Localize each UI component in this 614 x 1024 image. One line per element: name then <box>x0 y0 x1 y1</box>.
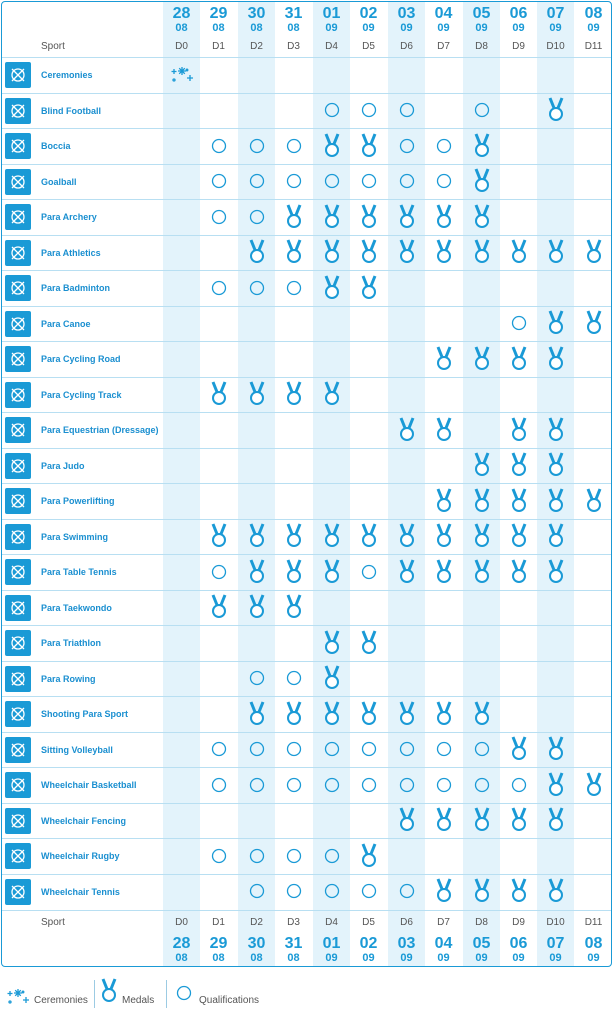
qualification-event-icon <box>388 128 425 163</box>
bottom-day-code-11: D11 <box>584 917 603 928</box>
medal-event-icon <box>425 341 462 376</box>
bottom-date-5 <box>350 936 387 964</box>
medal-event-icon <box>463 341 500 376</box>
date-month: 09 <box>512 952 525 964</box>
bottom-date-9 <box>500 936 537 964</box>
sport-pictogram-icon <box>5 808 31 834</box>
qualification-event-icon <box>200 199 237 234</box>
date-month: 09 <box>512 22 525 34</box>
medal-event-icon <box>313 519 350 554</box>
date-day: 29 <box>209 935 228 952</box>
qualification-event-icon <box>238 661 275 696</box>
medal-event-icon <box>350 270 387 305</box>
sport-pictogram-icon <box>5 417 31 443</box>
bottom-date-7 <box>425 936 462 964</box>
date-month: 09 <box>475 22 488 34</box>
qualification-event-icon <box>275 874 312 909</box>
qualification-event-icon <box>350 767 387 802</box>
sport-name: Wheelchair Fencing <box>41 815 127 826</box>
medal-event-icon <box>425 874 462 909</box>
medal-event-icon <box>500 483 537 518</box>
sport-name: Para Triathlon <box>41 638 102 648</box>
qualification-event-icon <box>463 767 500 802</box>
sport-name: Para Swimming <box>41 531 109 542</box>
top-day-code-2: D2 <box>250 41 263 52</box>
sport-pictogram-icon <box>5 275 31 301</box>
top-date-7 <box>425 6 462 34</box>
medal-event-icon <box>537 483 574 518</box>
top-date-11 <box>575 6 612 34</box>
qualification-event-icon <box>500 767 537 802</box>
medal-event-icon <box>425 696 462 731</box>
sport-name: Para Athletics <box>41 247 101 258</box>
sport-name: Wheelchair Tennis <box>41 886 120 897</box>
medal-event-icon <box>313 696 350 731</box>
date-day: 31 <box>284 935 303 952</box>
medal-event-icon <box>275 696 312 731</box>
sport-pictogram-icon <box>5 346 31 372</box>
medal-event-icon <box>313 270 350 305</box>
medal-event-icon <box>463 235 500 270</box>
sport-pictogram-icon <box>5 488 31 514</box>
sport-row <box>2 57 611 93</box>
medal-event-icon <box>275 519 312 554</box>
qualification-event-icon <box>275 732 312 767</box>
qualification-event-icon <box>350 732 387 767</box>
date-day: 08 <box>584 5 603 22</box>
sport-pictogram-icon <box>5 204 31 230</box>
sport-name: Blind Football <box>41 105 101 116</box>
medal-event-icon <box>463 128 500 163</box>
qualification-event-icon <box>350 164 387 199</box>
qualification-event-icon <box>463 732 500 767</box>
date-month: 08 <box>212 952 225 964</box>
sport-name: Para Cycling Road <box>41 354 121 364</box>
sport-name: Ceremonies <box>41 70 93 80</box>
sport-name: Shooting Para Sport <box>41 709 129 719</box>
qualification-event-icon <box>388 164 425 199</box>
qualification-event-icon <box>313 838 350 873</box>
sport-pictogram-icon <box>5 133 31 159</box>
date-day: 02 <box>359 935 378 952</box>
sport-name: Para Powerlifting <box>41 496 115 506</box>
sport-pictogram-icon <box>5 772 31 798</box>
medal-event-icon <box>238 590 275 625</box>
medal-event-icon <box>575 767 612 802</box>
sport-name: Para Archery <box>41 212 97 222</box>
sport-pictogram-icon <box>5 843 31 869</box>
sport-name: Boccia <box>41 141 71 151</box>
qualification-event-icon <box>275 767 312 802</box>
medal-event-icon <box>463 696 500 731</box>
top-day-code-5: D5 <box>362 41 375 52</box>
medal-event-icon <box>537 767 574 802</box>
medal-event-icon <box>238 554 275 589</box>
medal-event-icon <box>500 803 537 838</box>
date-day: 05 <box>472 5 491 22</box>
date-month: 09 <box>587 952 600 964</box>
medal-event-icon <box>500 412 537 447</box>
qualification-event-icon <box>463 93 500 128</box>
date-month: 09 <box>549 952 562 964</box>
top-date-1 <box>200 6 237 34</box>
sport-name: Para Rowing <box>41 673 96 684</box>
bottom-day-code-7: D7 <box>437 917 450 928</box>
medal-event-icon <box>350 625 387 660</box>
medal-event-icon <box>575 235 612 270</box>
qualification-event-icon <box>350 554 387 589</box>
date-month: 09 <box>475 952 488 964</box>
medal-event-icon <box>537 93 574 128</box>
medal-event-icon <box>463 554 500 589</box>
qualification-event-icon <box>238 732 275 767</box>
medal-event-icon <box>388 199 425 234</box>
medal-event-icon <box>463 164 500 199</box>
medal-event-icon <box>463 803 500 838</box>
qualification-event-icon <box>238 199 275 234</box>
date-day: 04 <box>434 935 453 952</box>
medal-event-icon <box>425 199 462 234</box>
date-month: 08 <box>287 22 300 34</box>
sport-name: Para Cycling Track <box>41 389 122 400</box>
qualification-event-icon <box>200 732 237 767</box>
date-day: 05 <box>472 935 491 952</box>
medal-event-icon <box>575 306 612 341</box>
qualification-event-icon <box>388 767 425 802</box>
qualification-event-icon <box>238 874 275 909</box>
qualification-event-icon <box>275 270 312 305</box>
footer-divider <box>2 910 611 912</box>
medal-event-icon <box>200 377 237 412</box>
sport-pictogram-icon <box>5 630 31 656</box>
qualification-event-icon <box>238 270 275 305</box>
bottom-day-code-3: D3 <box>287 917 300 928</box>
bottom-day-code-5: D5 <box>362 917 375 928</box>
qualification-event-icon <box>200 838 237 873</box>
sport-pictogram-icon <box>5 524 31 550</box>
date-month: 09 <box>400 952 413 964</box>
date-month: 08 <box>175 22 188 34</box>
qualification-event-icon <box>313 732 350 767</box>
medal-event-icon <box>275 235 312 270</box>
qualification-event-icon <box>425 767 462 802</box>
date-day: 01 <box>322 935 341 952</box>
sport-pictogram-icon <box>5 879 31 905</box>
medal-event-icon <box>350 235 387 270</box>
medal-event-icon <box>537 874 574 909</box>
top-day-code-7: D7 <box>437 41 450 52</box>
medal-event-icon <box>537 235 574 270</box>
top-date-5 <box>350 6 387 34</box>
date-day: 30 <box>247 5 266 22</box>
top-date-2 <box>238 6 275 34</box>
medal-event-icon <box>500 732 537 767</box>
qualification-event-icon <box>238 838 275 873</box>
bottom-day-code-2: D2 <box>250 917 263 928</box>
legend-divider <box>94 980 95 1008</box>
medal-event-icon <box>463 199 500 234</box>
bottom-date-4 <box>313 936 350 964</box>
sport-pictogram-icon <box>5 98 31 124</box>
qualification-event-icon <box>313 93 350 128</box>
top-day-code-4: D4 <box>325 41 338 52</box>
medal-event-icon <box>350 696 387 731</box>
date-day: 29 <box>209 5 228 22</box>
medal-event-icon <box>425 519 462 554</box>
medal-event-icon <box>500 874 537 909</box>
medal-event-icon <box>537 341 574 376</box>
medal-event-icon <box>200 519 237 554</box>
top-date-6 <box>388 6 425 34</box>
top-day-code-3: D3 <box>287 41 300 52</box>
medal-event-icon <box>463 483 500 518</box>
medal-event-icon <box>537 554 574 589</box>
top-day-code-10: D10 <box>546 41 565 52</box>
medal-event-icon <box>350 128 387 163</box>
top-date-10 <box>537 6 574 34</box>
medal-event-icon <box>238 235 275 270</box>
medal-event-icon <box>200 590 237 625</box>
medal-event-icon <box>537 306 574 341</box>
medals-legend-label: Medals <box>122 995 155 1006</box>
bottom-day-code-8: D8 <box>475 917 488 928</box>
qualification-event-icon <box>200 128 237 163</box>
medal-event-icon <box>275 590 312 625</box>
ceremonies-legend-label: Ceremonies <box>34 995 88 1006</box>
medal-event-icon <box>388 235 425 270</box>
medal-event-icon <box>388 803 425 838</box>
qualification-event-icon <box>313 767 350 802</box>
qualification-event-icon <box>388 874 425 909</box>
date-day: 01 <box>322 5 341 22</box>
sport-pictogram-icon <box>5 169 31 195</box>
bottom-date-6 <box>388 936 425 964</box>
bottom-date-0 <box>163 936 200 964</box>
bottom-day-code-4: D4 <box>325 917 338 928</box>
sport-name: Para Taekwondo <box>41 602 112 613</box>
qualification-event-icon <box>238 128 275 163</box>
top-day-code-11: D11 <box>584 41 603 52</box>
qualification-event-icon <box>313 164 350 199</box>
sport-name: Para Judo <box>41 460 85 471</box>
date-month: 09 <box>587 22 600 34</box>
medal-event-icon <box>500 341 537 376</box>
sport-name: Sitting Volleyball <box>41 744 113 755</box>
qualifications-legend-label: Qualifications <box>199 995 260 1006</box>
sport-pictogram-icon <box>5 666 31 692</box>
medal-event-icon <box>463 519 500 554</box>
sport-name: Wheelchair Basketball <box>41 780 137 790</box>
sport-header-label: Sport <box>41 41 65 52</box>
qualification-event-icon <box>313 874 350 909</box>
sport-name: Wheelchair Rugby <box>41 851 120 861</box>
medal-legend-icon <box>101 978 117 1009</box>
medal-event-icon <box>275 199 312 234</box>
date-month: 09 <box>437 952 450 964</box>
date-month: 09 <box>400 22 413 34</box>
medal-event-icon <box>313 625 350 660</box>
date-day: 04 <box>434 5 453 22</box>
sport-pictogram-icon <box>5 595 31 621</box>
bottom-day-code-1: D1 <box>212 917 225 928</box>
legend-divider-2 <box>166 980 167 1008</box>
date-month: 09 <box>549 22 562 34</box>
date-month: 09 <box>325 22 338 34</box>
date-month: 08 <box>212 22 225 34</box>
top-day-code-1: D1 <box>212 41 225 52</box>
medal-event-icon <box>238 696 275 731</box>
sport-pictogram-icon <box>5 559 31 585</box>
top-date-0 <box>163 6 200 34</box>
medal-event-icon <box>425 483 462 518</box>
top-day-code-6: D6 <box>400 41 413 52</box>
top-day-code-0: D0 <box>175 41 188 52</box>
date-day: 28 <box>172 935 191 952</box>
qualification-event-icon <box>275 661 312 696</box>
qualification-event-icon <box>275 128 312 163</box>
qualification-event-icon <box>425 128 462 163</box>
qualification-event-icon <box>350 93 387 128</box>
medal-event-icon <box>537 448 574 483</box>
medal-event-icon <box>575 483 612 518</box>
medal-event-icon <box>537 412 574 447</box>
bottom-day-code-10: D10 <box>546 917 565 928</box>
top-date-4 <box>313 6 350 34</box>
top-day-code-8: D8 <box>475 41 488 52</box>
medal-event-icon <box>388 412 425 447</box>
medal-event-icon <box>425 554 462 589</box>
medal-event-icon <box>500 448 537 483</box>
date-day: 31 <box>284 5 303 22</box>
top-date-3 <box>275 6 312 34</box>
date-month: 08 <box>250 952 263 964</box>
qualification-event-icon <box>425 732 462 767</box>
bottom-date-1 <box>200 936 237 964</box>
bottom-date-10 <box>537 936 574 964</box>
date-month: 08 <box>287 952 300 964</box>
medal-event-icon <box>238 377 275 412</box>
date-day: 08 <box>584 935 603 952</box>
qualification-event-icon <box>238 767 275 802</box>
medal-event-icon <box>313 199 350 234</box>
medal-event-icon <box>425 235 462 270</box>
medal-event-icon <box>313 554 350 589</box>
sport-pictogram-icon <box>5 311 31 337</box>
date-month: 09 <box>362 952 375 964</box>
qualification-event-icon <box>238 164 275 199</box>
medal-event-icon <box>238 519 275 554</box>
sport-pictogram-icon <box>5 737 31 763</box>
sport-pictogram-icon <box>5 62 31 88</box>
sport-pictogram-icon <box>5 382 31 408</box>
date-day: 30 <box>247 935 266 952</box>
date-day: 03 <box>397 5 416 22</box>
bottom-date-11 <box>575 936 612 964</box>
qualification-event-icon <box>275 838 312 873</box>
sport-name: Goalball <box>41 176 77 187</box>
medal-event-icon <box>388 554 425 589</box>
bottom-day-code-0: D0 <box>175 917 188 928</box>
bottom-date-8 <box>463 936 500 964</box>
date-day: 07 <box>546 5 565 22</box>
qualification-event-icon <box>500 306 537 341</box>
medal-event-icon <box>537 803 574 838</box>
medal-event-icon <box>275 554 312 589</box>
sport-footer-label: Sport <box>41 917 65 928</box>
medal-event-icon <box>313 377 350 412</box>
medal-event-icon <box>388 696 425 731</box>
medal-event-icon <box>463 874 500 909</box>
qualification-event-icon <box>275 164 312 199</box>
date-day: 06 <box>509 935 528 952</box>
top-date-9 <box>500 6 537 34</box>
medal-event-icon <box>500 519 537 554</box>
date-month: 09 <box>362 22 375 34</box>
medal-event-icon <box>313 235 350 270</box>
qualification-event-icon <box>425 164 462 199</box>
qualification-event-icon <box>200 554 237 589</box>
medal-event-icon <box>388 519 425 554</box>
medal-event-icon <box>313 128 350 163</box>
qualification-event-icon <box>200 270 237 305</box>
medal-event-icon <box>537 732 574 767</box>
top-date-8 <box>463 6 500 34</box>
date-month: 09 <box>325 952 338 964</box>
qualification-event-icon <box>350 874 387 909</box>
sport-name: Para Table Tennis <box>41 567 117 577</box>
qualification-event-icon <box>388 93 425 128</box>
date-day: 06 <box>509 5 528 22</box>
medal-event-icon <box>350 519 387 554</box>
medal-event-icon <box>350 199 387 234</box>
medal-event-icon <box>425 412 462 447</box>
sport-name: Para Canoe <box>41 318 91 329</box>
date-month: 08 <box>175 952 188 964</box>
bottom-day-code-9: D9 <box>512 917 525 928</box>
date-day: 28 <box>172 5 191 22</box>
bottom-date-2 <box>238 936 275 964</box>
sport-name: Para Badminton <box>41 283 111 293</box>
medal-event-icon <box>537 519 574 554</box>
qualification-event-icon <box>200 164 237 199</box>
medal-event-icon <box>313 661 350 696</box>
date-month: 08 <box>250 22 263 34</box>
sport-pictogram-icon <box>5 453 31 479</box>
sport-pictogram-icon <box>5 240 31 266</box>
date-day: 07 <box>546 935 565 952</box>
bottom-date-3 <box>275 936 312 964</box>
qualification-event-icon <box>200 767 237 802</box>
medal-event-icon <box>350 838 387 873</box>
medal-event-icon <box>500 554 537 589</box>
ceremony-icon <box>163 57 200 92</box>
bottom-day-code-6: D6 <box>400 917 413 928</box>
qualification-event-icon <box>388 732 425 767</box>
medal-event-icon <box>500 235 537 270</box>
medal-event-icon <box>275 377 312 412</box>
ceremonies-legend-icon <box>6 988 30 1011</box>
top-day-code-9: D9 <box>512 41 525 52</box>
sport-name: Para Equestrian (Dressage) <box>41 425 159 435</box>
medal-event-icon <box>425 803 462 838</box>
date-day: 02 <box>359 5 378 22</box>
medal-event-icon <box>463 448 500 483</box>
date-month: 09 <box>437 22 450 34</box>
qualification-legend-icon <box>176 985 192 1006</box>
date-day: 03 <box>397 935 416 952</box>
sport-pictogram-icon <box>5 701 31 727</box>
